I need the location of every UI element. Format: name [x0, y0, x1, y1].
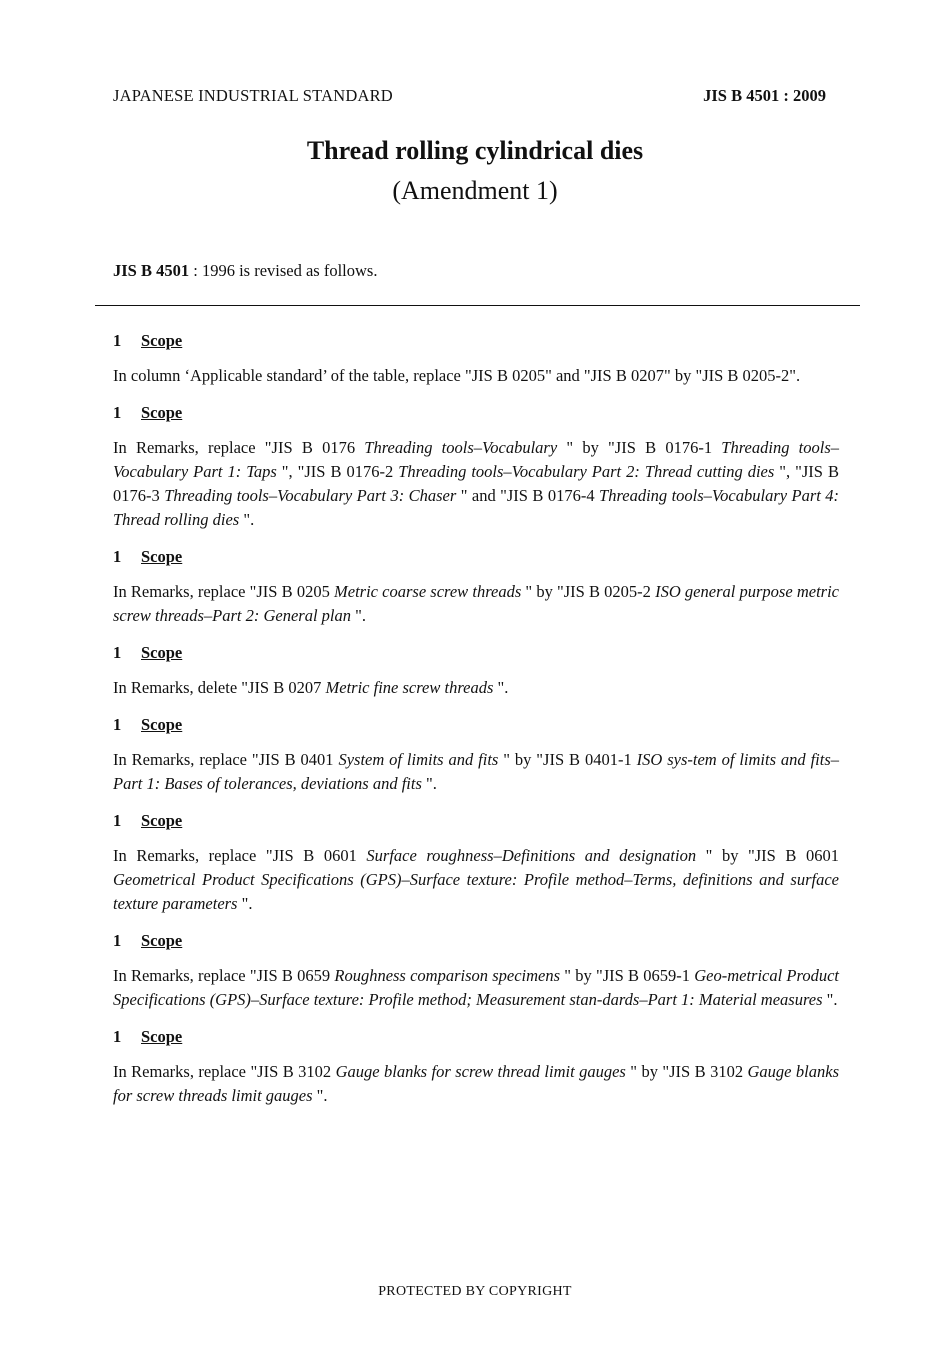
section-body — [113, 364, 839, 388]
document-subtitle: (Amendment 1) — [392, 176, 558, 205]
section-number: 1 — [113, 547, 122, 566]
amendment-section — [113, 810, 839, 916]
body-text: " by "JIS B 0205-2 — [521, 582, 656, 601]
body-text: ". — [421, 774, 437, 793]
body-text: In Remarks, replace "JIS B 0659 — [113, 966, 335, 985]
body-text: ". — [351, 606, 367, 625]
body-text: ". — [237, 894, 253, 913]
section-body — [113, 748, 839, 796]
section-number: 1 — [113, 715, 122, 734]
intro-statement — [113, 261, 377, 281]
section-number: 1 — [113, 331, 122, 350]
amendment-section — [113, 930, 839, 1012]
standard-title-italic: Threading tools–Vocabulary Part 3: Chaser — [164, 486, 457, 505]
section-body — [113, 676, 839, 700]
standard-title-italic: Metric fine screw threads — [325, 678, 494, 697]
section-heading — [113, 402, 839, 424]
header-standard-code: JIS B 4501 : 2009 — [703, 86, 826, 105]
section-title: Scope — [141, 1027, 183, 1046]
body-text: " by "JIS B 0176-1 — [557, 438, 722, 457]
section-heading — [113, 714, 839, 736]
standard-title-italic: Gauge blanks for screw thread limit gauges — [335, 1062, 626, 1081]
body-text: ". — [239, 510, 255, 529]
standard-title-italic: Threading tools–Vocabulary Part 2: Thread cutting dies — [398, 462, 775, 481]
body-text: ", "JIS B 0176-3 — [113, 462, 839, 505]
body-text: " by "JIS B 0659-1 — [560, 966, 695, 985]
section-body — [113, 964, 839, 1012]
section-title: Scope — [141, 811, 183, 830]
body-text: " and "JIS B 0176-4 — [456, 486, 600, 505]
amendment-section — [113, 642, 839, 700]
section-title: Scope — [141, 547, 183, 566]
body-text: ", "JIS B 0176-2 — [276, 462, 399, 481]
section-number: 1 — [113, 643, 122, 662]
section-body — [113, 580, 839, 628]
section-number: 1 — [113, 403, 122, 422]
amendment-section — [113, 1026, 839, 1108]
section-title: Scope — [141, 643, 183, 662]
standard-title-italic: Gauge blanks for screw threads limit gauges — [113, 1062, 839, 1105]
document-title: Thread rolling cylindrical dies — [306, 136, 644, 165]
section-body — [113, 436, 839, 532]
section-title: Scope — [141, 931, 183, 950]
body-text: In Remarks, replace "JIS B 3102 — [113, 1062, 336, 1081]
section-title: Scope — [141, 403, 183, 422]
intro-text: : 1996 is revised as follows. — [189, 261, 378, 280]
body-text: In Remarks, replace "JIS B 0601 — [113, 846, 367, 865]
section-number: 1 — [113, 931, 122, 950]
standard-title-italic: Threading tools–Vocabulary — [364, 438, 558, 457]
standard-title-italic: Threading tools–Vocabulary Part 1: Taps — [113, 438, 839, 481]
body-text: In Remarks, replace "JIS B 0205 — [113, 582, 334, 601]
standard-title-italic: Metric coarse screw threads — [334, 582, 522, 601]
section-number: 1 — [113, 811, 122, 830]
standard-title-italic: System of limits and fits — [338, 750, 499, 769]
section-title: Scope — [141, 331, 183, 350]
body-text: ". — [493, 678, 509, 697]
body-text: In Remarks, replace "JIS B 0401 — [113, 750, 339, 769]
standard-title-italic: ISO sys-tem of limits and fits–Part 1: Bases of tolerances, deviations and fits — [113, 750, 840, 793]
section-body — [113, 1060, 839, 1108]
section-body — [113, 844, 839, 916]
section-title: Scope — [141, 715, 183, 734]
section-heading — [113, 642, 839, 664]
amendment-section — [113, 546, 839, 628]
standard-title-italic: Geo-metrical Product Specifications (GPS)–Surface texture: Profile method; Measurement stan-dards–Part 1: Material measures — [113, 966, 839, 1009]
body-text: ". — [312, 1086, 328, 1105]
header-standard-label: JAPANESE INDUSTRIAL STANDARD — [113, 86, 393, 105]
section-heading — [113, 810, 839, 832]
standard-title-italic: ISO general purpose metric screw threads–Part 2: General plan — [113, 582, 839, 625]
standard-title-italic: Threading tools–Vocabulary Part 4: Thread rolling dies — [113, 486, 840, 529]
body-text: ". — [822, 990, 838, 1009]
body-text: " by "JIS B 0601 — [696, 846, 839, 865]
body-text: In column ‘Applicable standard’ of the table, replace "JIS B 0205" and "JIS B 0207" by "JIS B 0205-2". — [113, 366, 801, 385]
intro-code: JIS B 4501 — [113, 261, 190, 280]
body-text: In Remarks, delete "JIS B 0207 — [113, 678, 326, 697]
amendment-list — [113, 330, 839, 1122]
copyright-footer: PROTECTED BY COPYRIGHT — [378, 1284, 572, 1299]
standard-title-italic: Roughness comparison specimens — [334, 966, 561, 985]
section-number: 1 — [113, 1027, 122, 1046]
standard-title-italic: Surface roughness–Definitions and designation — [366, 846, 697, 865]
body-text: In Remarks, replace "JIS B 0176 — [113, 438, 365, 457]
section-heading — [113, 546, 839, 568]
header-divider — [95, 305, 860, 306]
section-heading — [113, 330, 839, 352]
amendment-section — [113, 714, 839, 796]
section-heading — [113, 1026, 839, 1048]
body-text: " by "JIS B 0401-1 — [498, 750, 637, 769]
section-heading — [113, 930, 839, 952]
body-text: " by "JIS B 3102 — [625, 1062, 748, 1081]
standard-title-italic: Geometrical Product Specifications (GPS)–Surface texture: Profile method–Terms, definitions and surface texture parameters — [113, 870, 839, 913]
amendment-section — [113, 330, 839, 388]
amendment-section — [113, 402, 839, 532]
